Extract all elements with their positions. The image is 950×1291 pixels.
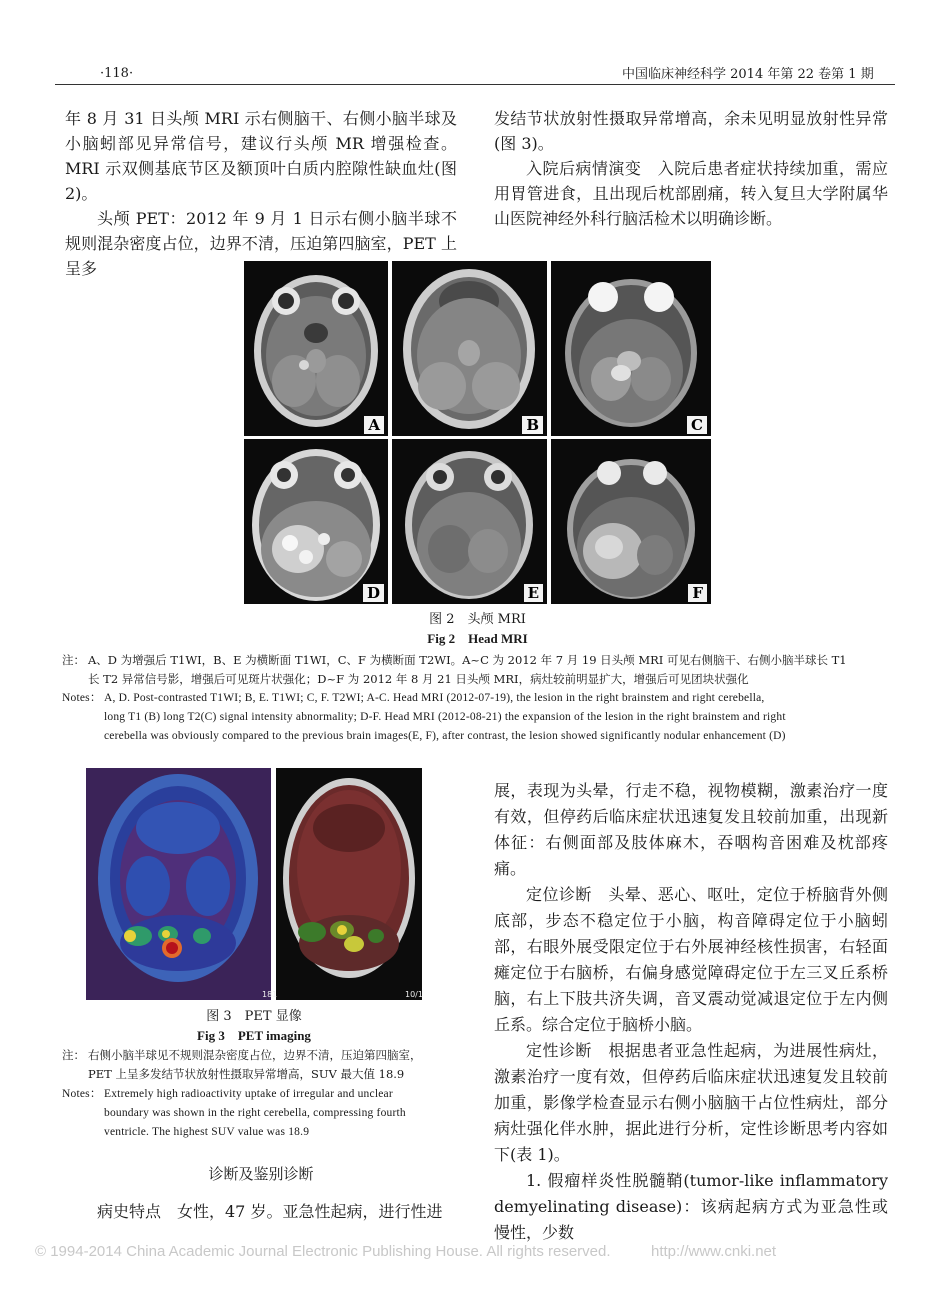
panel-label-b: B [522,416,543,434]
fig3-note-en [62,1085,462,1145]
note-line: 右侧小脑半球见不规则混杂密度占位，边界不清，压迫第四脑室， [88,1048,422,1062]
footer-url[interactable]: http://www.cnki.net [651,1243,777,1260]
panel-label-d: D [363,584,384,602]
paragraph: 1. 假瘤样炎性脱髓鞘(tumor-like inflammatory demyelinating disease)：该病起病方式为亚急性或慢性，少数 [494,1171,888,1242]
header-rule [55,84,895,85]
paragraph: 病史特点 女性，47 岁。亚急性起病，进行性进 [97,1202,443,1221]
mri-image-c [551,261,711,436]
panel-label-a: A [364,416,384,434]
mri-image-f [551,439,711,604]
fig2-caption-en: Fig 2 Head MRI [427,631,528,646]
paragraph: 入院后病情演变 入院后患者症状持续加重，需应用胃管进食，且出现后枕部剧痛，转入复旦大学附属华山医院神经外科行脑活检术以明确诊断。 [494,159,888,228]
panel-label-f: F [688,584,707,602]
pet-ct-fusion-image [276,768,422,1000]
note-line: ventricle. The highest SUV value was 18.9 [104,1126,310,1138]
pet-image [86,768,271,1000]
note-label: Notes： [62,692,102,704]
page-number: ·118· [100,66,134,81]
fig3-note-zh [62,1046,462,1086]
panel-label-c: C [687,416,707,434]
fig2-note-zh [62,651,892,691]
mri-image-b [392,261,547,436]
fig2-caption-zh: 图 2 头颅 MRI [429,612,526,627]
note-line: Extremely high radioactivity uptake of irregular and unclear [104,1088,393,1100]
paragraph: 头颅 PET：2012 年 9 月 1 日示右侧小脑半球不规则混杂密度占位，边界不清，压迫第四脑室，PET 上呈多 [65,209,457,278]
journal-header: 中国临床神经科学 2014 年第 22 卷第 1 期 [622,67,874,82]
pet-corner-mark: 181 [262,990,278,999]
paragraph: 定位诊断 头晕、恶心、呕吐，定位于桥脑背外侧底部，步态不稳定位于小脑，构音障碍定位于小脑蚓部，右眼外展受限定位于右外展神经核性损害，右轻面瘫定位于右脑桥，右偏身感觉障碍定位于左三叉丘系桥脑，右上下肢共济失调，音叉震动觉减退定位于左内侧丘系。综合定位于脑桥小脑。 [494,885,888,1034]
note-label: Notes： [62,1088,102,1100]
paragraph: 展，表现为头晕，行走不稳，视物模糊，激素治疗一度有效，但停药后临床症状迅速复发且较前加重，出现新体征：右侧面部及肢体麻木，吞咽构音困难及枕部疼痛。 [494,781,888,878]
mri-panel-d [244,439,388,604]
pet-scan [86,768,271,1000]
mri-panel-a [244,261,388,436]
note-line: boundary was shown in the right cerebella, compressing fourth [104,1107,406,1119]
mri-image-a [244,261,388,436]
mri-image-e [392,439,547,604]
top-right-column [494,106,888,231]
mri-image-d [244,439,388,604]
note-label: 注： [62,653,85,667]
panel-label-e: E [524,584,543,602]
note-line: 长 T2 异常信号影，增强后可见斑片状强化；D~F 为 2012 年 8 月 21 日头颅 MRI，病灶较前明显扩大，增强后可见团块状强化 [88,672,749,686]
note-line: long T1 (B) long T2(C) signal intensity abnormality; D-F. Head MRI (2012-08-21) the expansion of the lesion in the right brainstem and right [104,711,786,723]
note-line: A, D. Post-contrasted T1WI; B, E. T1WI; C, F. T2WI; A-C. Head MRI (2012-07-19), the lesion in the right brainstem and right cerebella, [104,692,765,704]
fig3-caption-zh: 图 3 PET 显像 [206,1009,302,1024]
note-line: PET 上呈多发结节状放射性摄取异常增高，SUV 最大值 18.9 [88,1067,405,1081]
paragraph: 年 8 月 31 日头颅 MRI 示右侧脑干、右侧小脑半球及小脑蚓部见异常信号，建议行头颅 MR 增强检查。MRI 示双侧基底节区及额顶叶白质内腔隙性缺血灶(图 2)。 [65,109,457,203]
fig2-note-en [62,689,892,749]
pet-ct-scan [276,768,422,1000]
note-line: A、D 为增强后 T1WI，B、E 为横断面 T1WI，C、F 为横断面 T2WI。A~C 为 2012 年 7 月 19 日头颅 MRI 可见右侧脑干、右侧小脑半球长 T1 [88,653,847,667]
note-label: 注： [62,1048,85,1062]
section-heading: 诊断及鉴别诊断 [208,1165,314,1183]
paragraph: 定性诊断 根据患者亚急性起病，为进展性病灶，激素治疗一度有效，但停药后临床症状迅速复发且较前加重，影像学检查显示右侧小脑脑干占位性病灶，部分病灶强化伴水肿，据此进行分析，定性诊断思考内容如下(表 1)。 [494,1041,888,1164]
footer-copyright: © 1994-2014 China Academic Journal Electronic Publishing House. All rights reserved. [35,1243,611,1260]
paragraph: 发结节状放射性摄取异常增高，余未见明显放射性异常(图 3)。 [494,109,888,153]
fig3-caption-en: Fig 3 PET imaging [197,1028,311,1043]
mri-panel-c [551,261,711,436]
pet-ct-corner-mark: 10/1 [405,990,423,999]
bottom-right-column [494,778,888,1246]
top-left-column [65,106,457,281]
note-line: cerebella was obviously compared to the previous brain images(E, F), after contrast, the lesion showed significantly nodular enhancement (D) [104,730,786,742]
bottom-left-column [65,1199,457,1224]
mri-panel-b [392,261,547,436]
mri-panel-e [392,439,547,604]
mri-panel-f [551,439,711,604]
